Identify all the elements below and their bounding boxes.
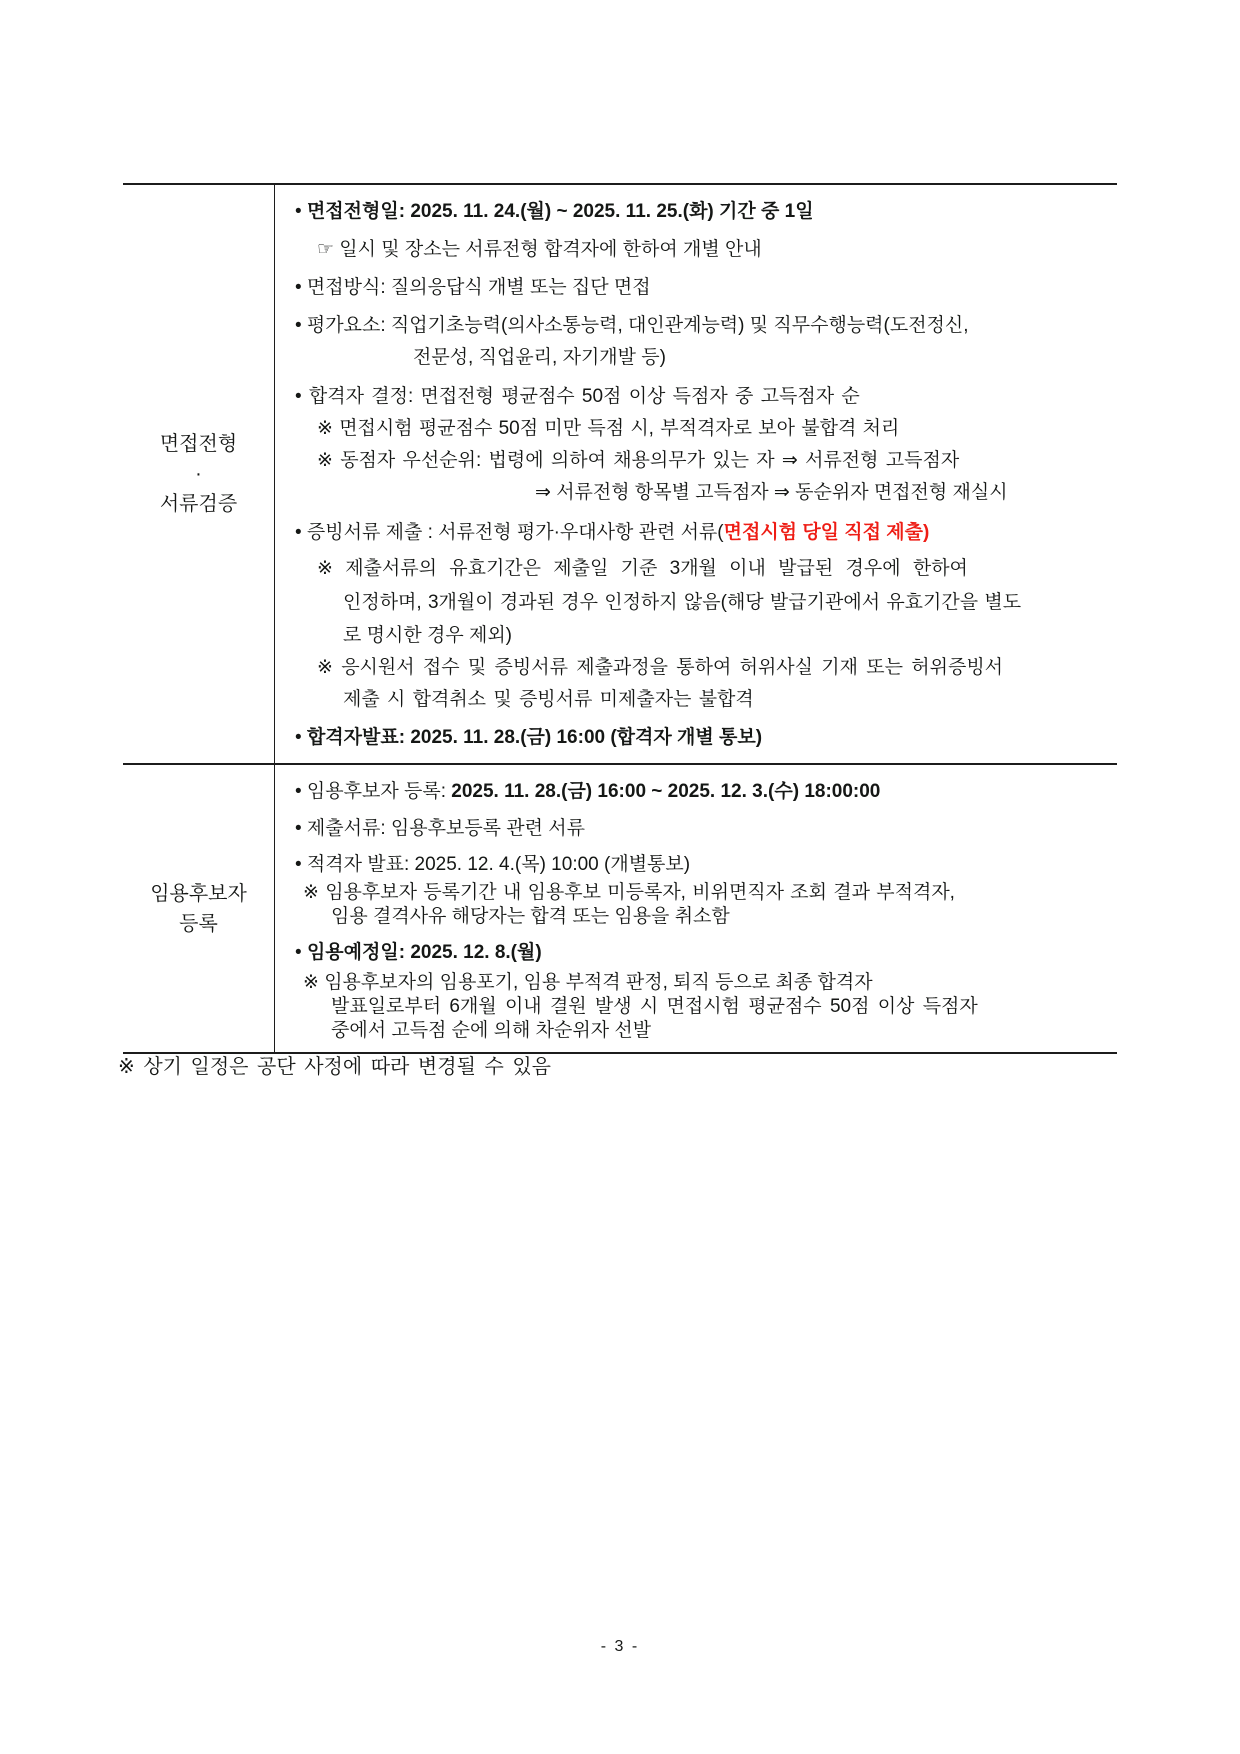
content-line — [295, 995, 1113, 1019]
text-run: ☞ 일시 및 장소는 서류전형 합격자에 한하여 개별 안내 — [317, 239, 762, 260]
content-line — [295, 413, 1113, 445]
text-run-bold: 2025. 11. 28.(금) 16:00 ~ 2025. 12. 3.(수) 18:00:00 — [451, 781, 881, 802]
text-run: 제출 시 합격취소 및 증빙서류 미제출자는 불합격 — [343, 689, 754, 710]
content-line — [295, 517, 1113, 549]
row-header-cell — [123, 185, 275, 763]
content-line — [295, 272, 1113, 304]
text-run: ※ 임용후보자의 임용포기, 임용 부적격 판정, 퇴직 등으로 최종 합격자 — [303, 972, 873, 993]
content-line — [295, 234, 1113, 266]
row-header-line: 등록 — [179, 912, 218, 935]
text-run-bold: 합격자발표: 2025. 11. 28.(금) 16:00 (합격자 개별 통보) — [306, 727, 763, 748]
text-run: • — [295, 201, 307, 222]
text-run: • 제출서류: 임용후보등록 관련 서류 — [295, 818, 586, 839]
text-run: 전문성, 직업윤리, 자기개발 등) — [413, 347, 666, 368]
content-line — [295, 722, 1113, 754]
text-run: • 평가요소: 직업기초능력(의사소통능력, 대인관계능력) 및 직무수행능력(도전정신, — [295, 315, 969, 336]
table-row — [123, 763, 1117, 1052]
content-line — [295, 477, 1113, 509]
content-line — [295, 937, 1113, 969]
content-line — [295, 684, 1113, 716]
row-content-cell — [275, 765, 1117, 1052]
content-line — [295, 196, 1113, 228]
text-run: ※ 면접시험 평균점수 50점 미만 득점 시, 부적격자로 보아 불합격 처리 — [317, 418, 900, 439]
content-line — [295, 342, 1113, 374]
text-run: • — [295, 942, 307, 963]
text-run-bold: 면접전형일: 2025. 11. 24.(월) ~ 2025. 11. 25.(화) 기간 중 1일 — [306, 201, 814, 222]
content-line — [295, 445, 1113, 477]
text-run-red: 면접시험 당일 직접 제출) — [723, 522, 930, 543]
content-line — [295, 971, 1113, 995]
text-run: • 임용후보자 등록: — [295, 781, 452, 802]
content-line — [295, 881, 1113, 905]
text-run: • 합격자 결정: 면접전형 평균점수 50점 이상 득점자 중 고득점자 순 — [295, 386, 860, 407]
row-header-line: · — [195, 463, 202, 485]
row-header-line: 서류검증 — [159, 493, 238, 515]
content-line — [295, 553, 1113, 585]
text-run: 인정하며, 3개월이 경과된 경우 인정하지 않음(해당 발급기관에서 유효기간을 별도 — [343, 592, 1022, 613]
content-line — [295, 1019, 1113, 1043]
content-line — [295, 381, 1113, 413]
row-header-cell — [123, 765, 275, 1052]
text-run: • 면접방식: 질의응답식 개별 또는 집단 면접 — [295, 277, 651, 298]
text-run: ※ 임용후보자 등록기간 내 임용후보 미등록자, 비위면직자 조회 결과 부적격자, — [303, 882, 955, 903]
text-run: ※ 응시원서 접수 및 증빙서류 제출과정을 통하여 허위사실 기재 또는 허위증빙서 — [317, 657, 1004, 678]
text-run: • 증빙서류 제출 : 서류전형 평가·우대사항 관련 서류( — [295, 522, 724, 543]
content-line — [295, 849, 1113, 881]
content-line — [295, 776, 1113, 808]
text-run: ※ 동점자 우선순위: 법령에 의하여 채용의무가 있는 자 ⇒ 서류전형 고득점자 — [317, 450, 960, 471]
text-run: 로 명시한 경우 제외) — [343, 625, 512, 646]
text-run: • 적격자 발표: 2025. 12. 4.(목) 10:00 (개별통보) — [295, 854, 691, 875]
content-line — [295, 905, 1113, 929]
content-line — [295, 587, 1113, 619]
row-header-line: 면접전형 — [159, 433, 238, 455]
table-row — [123, 185, 1117, 763]
text-run: ⇒ 서류전형 항목별 고득점자 ⇒ 동순위자 면접전형 재실시 — [535, 482, 1008, 503]
schedule-table — [123, 183, 1117, 1054]
text-run: 발표일로부터 6개월 이내 결원 발생 시 면접시험 평균점수 50점 이상 득점자 — [331, 996, 978, 1017]
schedule-change-note: ※ 상기 일정은 공단 사정에 따라 변경될 수 있음 — [118, 1056, 551, 1078]
content-line — [295, 813, 1113, 845]
page-number: - 3 - — [600, 1638, 640, 1655]
row-content-cell — [275, 185, 1117, 763]
content-line — [295, 620, 1113, 652]
content-line — [295, 652, 1113, 684]
text-run: 중에서 고득점 순에 의해 차순위자 선발 — [331, 1020, 652, 1041]
text-run: • — [295, 727, 307, 748]
text-run: 임용 결격사유 해당자는 합격 또는 임용을 취소함 — [331, 906, 730, 927]
row-header-line: 임용후보자 — [150, 882, 247, 905]
content-line — [295, 310, 1113, 342]
text-run-bold: 임용예정일: 2025. 12. 8.(월) — [306, 942, 542, 963]
text-run: ※ 제출서류의 유효기간은 제출일 기준 3개월 이내 발급된 경우에 한하여 — [317, 558, 968, 579]
